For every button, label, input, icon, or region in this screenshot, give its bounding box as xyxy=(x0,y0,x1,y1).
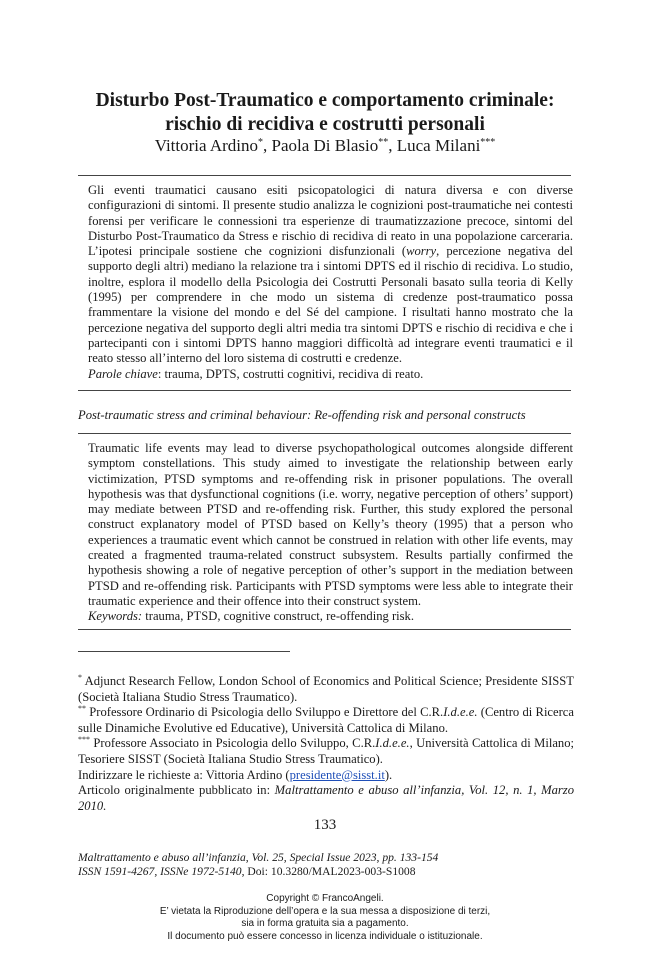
abstract-it-top-rule xyxy=(78,175,571,176)
keywords-label: Keywords: xyxy=(88,609,143,624)
abstract-en-body: Traumatic life events may lead to diverse psychopathological outcomes alongside different symptom constellations. This study aimed to investigate the relationship between early victimization, PTSD symptoms and re-offending risk in prisoner populations. The overall hypothesis was that dysfunctional cognitions (i.e. worry, negative perception of others’ support) may mediate between PTSD and re-offending risk. Further, this study explored the personal construct explanatory model of PTSD based on Kelly’s theory (1995) that a person who experiences a traumatic event which cannot be construed in relation with other life events, may created a fragmented trauma-related construct subsystem. Results partially confirmed the hypothesis showing a role of negative perception of other’s support in the mediation between PTSD and re-offending risk. Participants with PTSD symptoms were less able to integrate their traumatic experience and their offence into their construct system. xyxy=(88,441,573,608)
abstract-it-keywords xyxy=(88,367,573,382)
abstract-en-bottom-rule xyxy=(78,629,571,630)
abstract-english xyxy=(88,441,573,625)
footnote-3 xyxy=(78,736,574,767)
footnote-text: Adjunct Research Fellow, London School of Economics and Political Science; Presidente SISST (Società Italiana Studio Stress Traumatico). xyxy=(78,674,574,704)
copyright-line-1: Copyright © FrancoAngeli. xyxy=(266,893,384,904)
author-list xyxy=(60,136,590,156)
footnote-italic: I.d.e.e. xyxy=(443,705,478,720)
paper-title-line-1: Disturbo Post-Traumatico e comportamento criminale: xyxy=(95,90,555,111)
footnote-1 xyxy=(78,674,574,705)
author-separator: , xyxy=(388,136,397,155)
original-publication xyxy=(78,783,574,814)
abstract-it-bottom-rule xyxy=(78,390,571,391)
author-name: Vittoria Ardino xyxy=(154,136,259,155)
abstract-it-text: Gli eventi traumatici causano esiti psicopatologici di natura diversa e con diverse configurazioni di sintomi. Il presente studio analizza le cognizioni post-traumatiche nei contesti forensi per verificare le connessioni tra esperienze di traumatizzazione precoce, sintomi del Disturbo Post-Traumatico da Stress e rischio di recidiva di reato in una popolazione carceraria. L’ipotesi principale sostiene che cognizioni disfunzionali ( xyxy=(88,183,573,259)
author-name: Paola Di Blasio xyxy=(271,136,379,155)
keywords-label: Parole chiave xyxy=(88,366,158,381)
copyright-line-4: Il documento può essere concesso in licenza individuale o istituzionale. xyxy=(167,930,483,942)
footnote-mark: ** xyxy=(78,704,86,714)
footnote-text: Professore Ordinario di Psicologia dello Sviluppo e Direttore del C.R. xyxy=(86,705,444,720)
abstract-it-body xyxy=(88,183,573,367)
author-mark: *** xyxy=(480,137,496,148)
footnote-italic: I.d.e.e. xyxy=(375,736,410,751)
abstract-it-text: , percezione negativa del supporto degli altri) mediano la relazione tra i sintomi DPTS ed il rischio di recidiva. Lo studio, inoltre, esplora il modello della Psicologia dei Costrutti Personali basato sulla teoria di Kelly (1995) per comprendere in che modo un sistema di credenze post-traumatico possa frammentare la visione del mondo e del Sé del campione. I risultati hanno mostrato che la percezione negativa del supporto degli altri media tra sintomi DPTS e rischio di recidiva e che i partecipanti con i sintomi DPTS hanno maggiori difficoltà ad integrare eventi traumatici e il reato stesso all’interno del loro sistema di costrutti e credenze. xyxy=(88,244,573,366)
page-number: 133 xyxy=(313,817,337,833)
footnote-mark: *** xyxy=(78,735,90,745)
footnotes xyxy=(78,674,574,814)
original-publication-label: Articolo originalmente pubblicato in: xyxy=(78,783,275,798)
journal-issn-doi xyxy=(78,865,438,879)
original-publication-source: Maltrattamento e abuso all’infanzia, Vol. 12, n. 1, Marzo 2010. xyxy=(78,783,574,813)
copyright-line-2: E’ vietata la Riproduzione dell’opera e la sua messa a disposizione di terzi, xyxy=(159,905,491,917)
keywords-text: trauma, PTSD, cognitive construct, re-offending risk. xyxy=(142,609,414,624)
english-title: Post-traumatic stress and criminal behaviour: Re-offending risk and personal constructs xyxy=(78,408,526,422)
copyright-line-3: sia in forma gratuita sia a pagamento. xyxy=(241,918,409,929)
paper-title-line-2: rischio di recidiva e costrutti personali xyxy=(165,114,485,135)
author-separator: , xyxy=(263,136,272,155)
abstract-italian xyxy=(88,183,573,382)
abstract-en-top-rule xyxy=(78,433,571,434)
abstract-en-keywords xyxy=(88,609,573,624)
journal-info xyxy=(78,851,438,879)
footnote-text: (Centro di Ricerca sulle Dinamiche Evolutive ed Educative), Università Cattolica di Milano. xyxy=(78,705,574,735)
copyright-notice xyxy=(0,893,650,943)
footnote-mark: * xyxy=(78,673,82,682)
footnote-text: Professore Associato in Psicologia dello Sviluppo, C.R. xyxy=(90,736,376,751)
contact-label: Indirizzare le richieste a: Vittoria Ardino ( xyxy=(78,767,290,782)
paper-title xyxy=(60,89,590,137)
abstract-it-term: worry xyxy=(406,244,437,259)
journal-issn: ISSN 1591-4267, ISSNe 1972-5140 xyxy=(78,865,242,878)
contact-line xyxy=(78,768,574,784)
contact-end: ). xyxy=(384,767,393,782)
footnote-separator xyxy=(78,651,290,652)
footnote-text: , Università Cattolica di Milano; Tesoriere SISST (Società Italiana Studio Stress Traumatico). xyxy=(78,736,575,766)
journal-citation: Maltrattamento e abuso all’infanzia, Vol. 25, Special Issue 2023, pp. 133-154 xyxy=(78,851,439,864)
keywords-text: : trauma, DPTS, costrutti cognitivi, recidiva di reato. xyxy=(157,366,424,381)
author-name: Luca Milani xyxy=(396,136,481,155)
contact-email-link[interactable]: presidente@sisst.it xyxy=(289,767,385,782)
journal-doi: , Doi: 10.3280/MAL2023-003-S1008 xyxy=(241,865,416,878)
footnote-2 xyxy=(78,705,574,736)
author-mark: * xyxy=(258,137,264,148)
author-mark: ** xyxy=(378,137,389,148)
